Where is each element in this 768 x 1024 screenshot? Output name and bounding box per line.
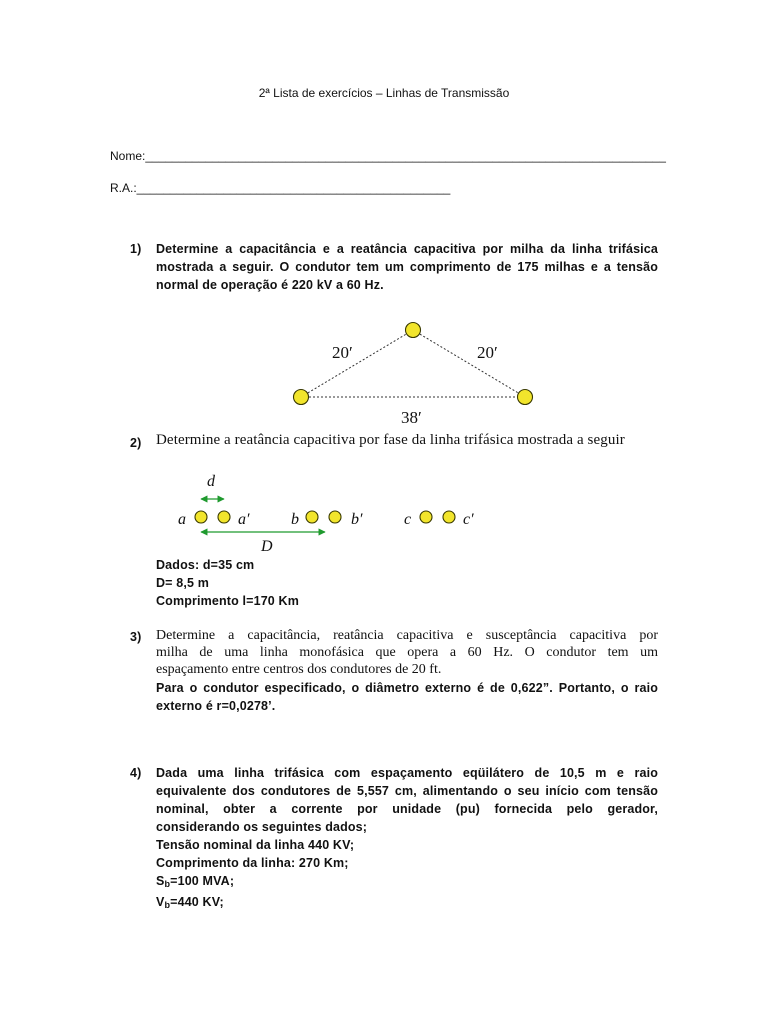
q4-line-3: nominal, obter a corrente por unidade (pu) fornecida pelo gerador, — [156, 802, 658, 816]
q2-conductor-c — [420, 511, 432, 523]
q4-sb-symbol: S — [156, 874, 165, 888]
q2-conductor-b — [306, 511, 318, 523]
q2-label-c-prime: c′ — [463, 511, 474, 528]
q2-conductor-b-prime — [329, 511, 341, 523]
ra-field: R.A.:_______________________________________________ — [110, 181, 451, 195]
q4-line-4: considerando os seguintes dados; — [156, 820, 368, 834]
q2-data — [156, 556, 299, 610]
q3-line-2: milha de uma linha monofásica que opera a 60 Hz. O condutor tem um — [156, 645, 658, 660]
q4-number: 4) — [130, 766, 142, 780]
q1-line-3: normal de operação é 220 kV a 60 Hz. — [156, 278, 384, 292]
q2-label-a: a — [178, 511, 186, 528]
q3-conductor-note — [156, 679, 658, 715]
q4-sb-value: =100 MVA; — [170, 874, 235, 888]
q1-edge-right — [413, 330, 525, 397]
q1-label-bottom: 38′ — [401, 408, 422, 427]
q4-data-vb — [156, 893, 658, 914]
page-title: 2ª Lista de exercícios – Linhas de Transmissão — [258, 86, 510, 100]
q1-number: 1) — [130, 242, 142, 256]
q2-conductor-a-prime — [218, 511, 230, 523]
q4-vb-symbol: V — [156, 895, 165, 909]
q2-label-c: c — [404, 511, 412, 528]
q2-text: Determine a reatância capacitiva por fase da linha trifásica mostrada a seguir — [156, 432, 625, 448]
q2-label-b-prime: b′ — [351, 511, 363, 528]
q3-line-3: espaçamento entre centros dos condutores de 20 ft. — [156, 662, 442, 677]
q4-sb-subscript: b — [164, 879, 171, 889]
q4-vb-subscript: b — [164, 900, 171, 910]
q1-edge-left — [301, 330, 413, 397]
q4-line-1: Dada uma linha trifásica com espaçamento eqüilátero de 10,5 m e raio — [156, 766, 658, 780]
q1-conductor-right — [518, 390, 533, 405]
q1-line-1: Determine a capacitância e a reatância capacitiva por milha da linha trifásica — [156, 242, 658, 256]
q1-conductor-top — [406, 323, 421, 338]
q3-text — [156, 627, 658, 678]
q2-data-D: D= 8,5 m — [156, 576, 209, 590]
q1-text — [156, 240, 658, 294]
q2-number: 2) — [130, 436, 142, 450]
q4-data-sb — [156, 872, 658, 893]
q2-conductor-figure — [170, 468, 490, 558]
q2-D-label: D — [261, 538, 273, 555]
q2-data-length: Comprimento l=170 Km — [156, 594, 299, 608]
q1-label-right: 20′ — [477, 343, 498, 362]
q1-triangle-figure — [280, 315, 550, 430]
q3-line-1: Determine a capacitância, reatância capacitiva e susceptância capacitiva por — [156, 628, 658, 643]
q4-text — [156, 764, 658, 914]
q3-bold-line-1: Para o condutor especificado, o diâmetro externo é de 0,622”. Portanto, o raio — [156, 681, 658, 695]
q1-label-left: 20′ — [332, 343, 353, 362]
name-field: Nome:______________________________________________________________________________ — [110, 149, 666, 163]
q2-data-d: Dados: d=35 cm — [156, 558, 255, 572]
q2-conductor-a — [195, 511, 207, 523]
q2-label-a-prime: a′ — [238, 511, 250, 528]
q2-label-b: b — [291, 511, 299, 528]
q3-bold-line-2: externo é r=0,0278’. — [156, 699, 276, 713]
q1-conductor-left — [294, 390, 309, 405]
q2-d-label: d — [207, 473, 215, 490]
q4-line-2: equivalente dos condutores de 5,557 cm, alimentando o seu início com tensão — [156, 784, 658, 798]
q4-data-voltage: Tensão nominal da linha 440 KV; — [156, 838, 355, 852]
q4-data-length: Comprimento da linha: 270 Km; — [156, 856, 349, 870]
q4-vb-value: =440 KV; — [170, 895, 224, 909]
q1-line-2: mostrada a seguir. O condutor tem um comprimento de 175 milhas e a tensão — [156, 260, 658, 274]
q2-conductor-c-prime — [443, 511, 455, 523]
q3-number: 3) — [130, 630, 142, 644]
